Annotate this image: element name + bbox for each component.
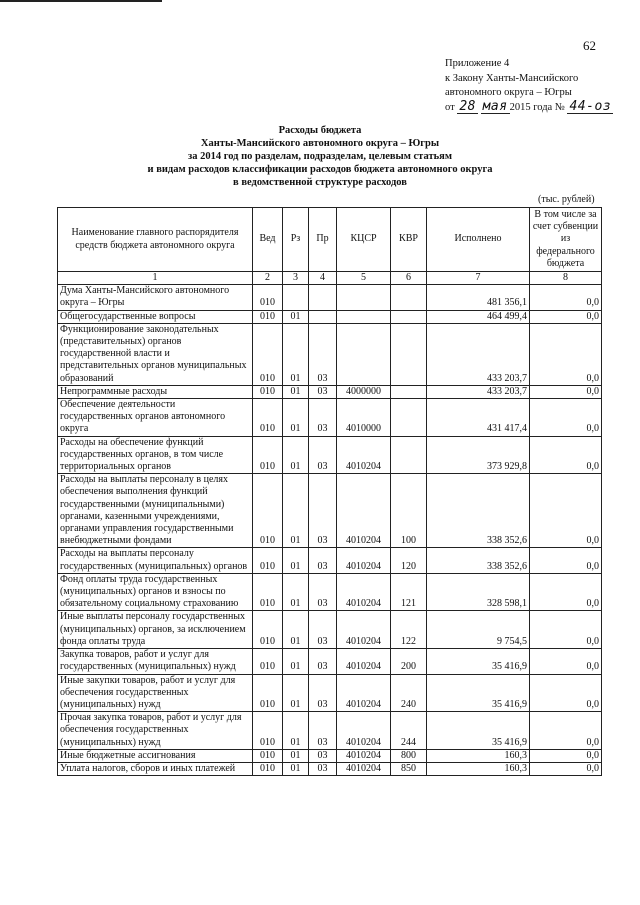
- cell-pr: 03: [309, 385, 337, 398]
- table-row: [58, 323, 602, 385]
- cell-name: Фонд оплаты труда государственных (муниципальных) органов и взносы по обязательному социальному страхованию: [58, 573, 253, 611]
- cell-kcsr: 4010204: [337, 762, 391, 775]
- column-number: 7: [427, 272, 530, 285]
- column-number: 4: [309, 272, 337, 285]
- cell-executed: 431 417,4: [427, 399, 530, 437]
- cell-pr: 03: [309, 323, 337, 385]
- cell-rz: 01: [283, 712, 309, 750]
- cell-kvr: [391, 285, 427, 310]
- table-body: [58, 285, 602, 776]
- cell-executed: 433 203,7: [427, 323, 530, 385]
- top-rule: [0, 0, 162, 2]
- cell-ved: 010: [253, 436, 283, 474]
- cell-kvr: [391, 436, 427, 474]
- cell-executed: 481 356,1: [427, 285, 530, 310]
- cell-pr: 03: [309, 674, 337, 712]
- cell-rz: 01: [283, 573, 309, 611]
- cell-kcsr: [337, 310, 391, 323]
- cell-subsidy: 0,0: [530, 399, 602, 437]
- table-row: [58, 285, 602, 310]
- table-row: [58, 385, 602, 398]
- table-row: [58, 749, 602, 762]
- cell-rz: 01: [283, 474, 309, 548]
- title-line: за 2014 год по разделам, подразделам, целевым статьям: [188, 151, 452, 162]
- cell-executed: 433 203,7: [427, 385, 530, 398]
- cell-kcsr: 4010204: [337, 674, 391, 712]
- column-number: 3: [283, 272, 309, 285]
- cell-kvr: 121: [391, 573, 427, 611]
- cell-executed: 160,3: [427, 749, 530, 762]
- appendix-date-line: [445, 98, 613, 116]
- cell-kvr: 850: [391, 762, 427, 775]
- cell-kvr: 240: [391, 674, 427, 712]
- cell-executed: 35 416,9: [427, 674, 530, 712]
- table-row: [58, 436, 602, 474]
- document-title: [100, 124, 540, 189]
- cell-ved: 010: [253, 749, 283, 762]
- cell-kvr: 120: [391, 548, 427, 573]
- table-row: [58, 399, 602, 437]
- column-number-row: [58, 272, 602, 285]
- cell-subsidy: 0,0: [530, 385, 602, 398]
- page-number: 62: [583, 38, 596, 53]
- cell-name: Расходы на обеспечение функций государственных органов, в том числе территориальных органов: [58, 436, 253, 474]
- cell-rz: 01: [283, 310, 309, 323]
- cell-name: Прочая закупка товаров, работ и услуг для обеспечения государственных (муниципальных) нужд: [58, 712, 253, 750]
- cell-kcsr: 4010204: [337, 749, 391, 762]
- cell-name: Расходы на выплаты персоналу в целях обеспечения выполнения функций государственными (муниципальными) органами, казенными учреждениями, органами управления государственными внебюджетными фондами: [58, 474, 253, 548]
- cell-name: Уплата налогов, сборов и иных платежей: [58, 762, 253, 775]
- header-kcsr: КЦСР: [337, 208, 391, 272]
- appendix-line: Приложение 4: [445, 58, 510, 69]
- cell-executed: 373 929,8: [427, 436, 530, 474]
- cell-name: Общегосударственные вопросы: [58, 310, 253, 323]
- table-row: [58, 762, 602, 775]
- cell-ved: 010: [253, 285, 283, 310]
- cell-subsidy: 0,0: [530, 474, 602, 548]
- cell-rz: 01: [283, 548, 309, 573]
- cell-executed: 464 499,4: [427, 310, 530, 323]
- column-number: 8: [530, 272, 602, 285]
- cell-subsidy: 0,0: [530, 674, 602, 712]
- cell-rz: 01: [283, 762, 309, 775]
- cell-ved: 010: [253, 323, 283, 385]
- cell-subsidy: 0,0: [530, 310, 602, 323]
- cell-kvr: [391, 310, 427, 323]
- cell-ved: 010: [253, 611, 283, 649]
- cell-name: Дума Ханты-Мансийского автономного округа – Югры: [58, 285, 253, 310]
- cell-rz: 01: [283, 436, 309, 474]
- cell-pr: 03: [309, 749, 337, 762]
- table-row: [58, 548, 602, 573]
- cell-rz: 01: [283, 749, 309, 762]
- cell-kcsr: 4000000: [337, 385, 391, 398]
- cell-kvr: 122: [391, 611, 427, 649]
- cell-pr: 03: [309, 611, 337, 649]
- date-year: 2015 года №: [509, 101, 565, 113]
- cell-name: Расходы на выплаты персоналу государственных (муниципальных) органов: [58, 548, 253, 573]
- cell-kcsr: 4010204: [337, 548, 391, 573]
- cell-subsidy: 0,0: [530, 436, 602, 474]
- cell-kcsr: 4010204: [337, 611, 391, 649]
- cell-kvr: 800: [391, 749, 427, 762]
- cell-kvr: 100: [391, 474, 427, 548]
- column-number: 1: [58, 272, 253, 285]
- table-row: [58, 611, 602, 649]
- cell-kvr: [391, 385, 427, 398]
- cell-name: Иные бюджетные ассигнования: [58, 749, 253, 762]
- cell-ved: 010: [253, 674, 283, 712]
- appendix-block: [445, 57, 613, 115]
- cell-rz: [283, 285, 309, 310]
- table-row: [58, 474, 602, 548]
- title-line: Расходы бюджета: [278, 125, 362, 136]
- cell-name: Иные закупки товаров, работ и услуг для обеспечения государственных (муниципальных) нужд: [58, 674, 253, 712]
- cell-executed: 338 352,6: [427, 548, 530, 573]
- cell-subsidy: 0,0: [530, 573, 602, 611]
- cell-ved: 010: [253, 310, 283, 323]
- cell-name: Закупка товаров, работ и услуг для государственных (муниципальных) нужд: [58, 649, 253, 674]
- law-number: 44-оз: [569, 98, 612, 114]
- title-line: Ханты-Мансийского автономного округа – Югры: [200, 138, 440, 149]
- cell-rz: 01: [283, 611, 309, 649]
- cell-subsidy: 0,0: [530, 323, 602, 385]
- cell-subsidy: 0,0: [530, 749, 602, 762]
- cell-pr: [309, 310, 337, 323]
- cell-kcsr: 4010204: [337, 712, 391, 750]
- cell-executed: 338 352,6: [427, 474, 530, 548]
- table-row: [58, 674, 602, 712]
- date-day: 28: [459, 98, 476, 114]
- appendix-line: к Закону Ханты-Мансийского: [445, 72, 579, 84]
- table-row: [58, 573, 602, 611]
- cell-rz: 01: [283, 399, 309, 437]
- cell-pr: 03: [309, 573, 337, 611]
- cell-ved: 010: [253, 712, 283, 750]
- date-prefix: от: [445, 101, 455, 113]
- cell-pr: 03: [309, 436, 337, 474]
- cell-pr: [309, 285, 337, 310]
- cell-kcsr: 4010000: [337, 399, 391, 437]
- cell-ved: 010: [253, 649, 283, 674]
- cell-rz: 01: [283, 674, 309, 712]
- cell-subsidy: 0,0: [530, 548, 602, 573]
- header-rz: Рз: [283, 208, 309, 272]
- cell-kvr: [391, 323, 427, 385]
- cell-subsidy: 0,0: [530, 712, 602, 750]
- cell-subsidy: 0,0: [530, 649, 602, 674]
- cell-name: Непрограммные расходы: [58, 385, 253, 398]
- table-row: [58, 712, 602, 750]
- cell-subsidy: 0,0: [530, 285, 602, 310]
- cell-rz: 01: [283, 649, 309, 674]
- cell-executed: 160,3: [427, 762, 530, 775]
- cell-pr: 03: [309, 548, 337, 573]
- cell-ved: 010: [253, 399, 283, 437]
- cell-kcsr: [337, 323, 391, 385]
- column-number: 6: [391, 272, 427, 285]
- cell-ved: 010: [253, 385, 283, 398]
- cell-kcsr: 4010204: [337, 649, 391, 674]
- header-pr: Пр: [309, 208, 337, 272]
- cell-pr: 03: [309, 474, 337, 548]
- cell-kvr: 200: [391, 649, 427, 674]
- cell-rz: 01: [283, 385, 309, 398]
- cell-pr: 03: [309, 762, 337, 775]
- cell-ved: 010: [253, 474, 283, 548]
- column-number: 5: [337, 272, 391, 285]
- cell-kcsr: 4010204: [337, 436, 391, 474]
- cell-ved: 010: [253, 573, 283, 611]
- cell-subsidy: 0,0: [530, 762, 602, 775]
- header-ved: Вед: [253, 208, 283, 272]
- table-header: [58, 208, 602, 285]
- table-row: [58, 649, 602, 674]
- cell-subsidy: 0,0: [530, 611, 602, 649]
- header-kvr: КВР: [391, 208, 427, 272]
- cell-name: Функционирование законодательных (представительных) органов государственной власти и представительных органов муниципальных образований: [58, 323, 253, 385]
- cell-name: Иные выплаты персоналу государственных (муниципальных) органов, за исключением фонда оплаты труда: [58, 611, 253, 649]
- title-line: в ведомственной структуре расходов: [233, 177, 407, 188]
- cell-executed: 328 598,1: [427, 573, 530, 611]
- budget-table: [57, 207, 602, 776]
- table-row: [58, 310, 602, 323]
- cell-executed: 35 416,9: [427, 649, 530, 674]
- cell-kcsr: 4010204: [337, 573, 391, 611]
- cell-kcsr: 4010204: [337, 474, 391, 548]
- title-line: и видам расходов классификации расходов бюджета автономного округа: [147, 164, 493, 175]
- cell-kvr: [391, 399, 427, 437]
- header-subsidy: В том числе за счет субвенции из федерального бюджета: [530, 208, 602, 272]
- cell-rz: 01: [283, 323, 309, 385]
- cell-pr: 03: [309, 649, 337, 674]
- header-name: Наименование главного распорядителя средств бюджета автономного округа: [58, 208, 253, 272]
- cell-name: Обеспечение деятельности государственных органов автономного округа: [58, 399, 253, 437]
- cell-ved: 010: [253, 762, 283, 775]
- cell-executed: 9 754,5: [427, 611, 530, 649]
- appendix-line: автономного округа – Югры: [445, 87, 572, 98]
- cell-kvr: 244: [391, 712, 427, 750]
- unit-label: (тыс. рублей): [538, 194, 595, 205]
- cell-kcsr: [337, 285, 391, 310]
- header-executed: Исполнено: [427, 208, 530, 272]
- cell-pr: 03: [309, 712, 337, 750]
- cell-ved: 010: [253, 548, 283, 573]
- column-number: 2: [253, 272, 283, 285]
- cell-executed: 35 416,9: [427, 712, 530, 750]
- cell-pr: 03: [309, 399, 337, 437]
- date-month: мая: [482, 98, 508, 114]
